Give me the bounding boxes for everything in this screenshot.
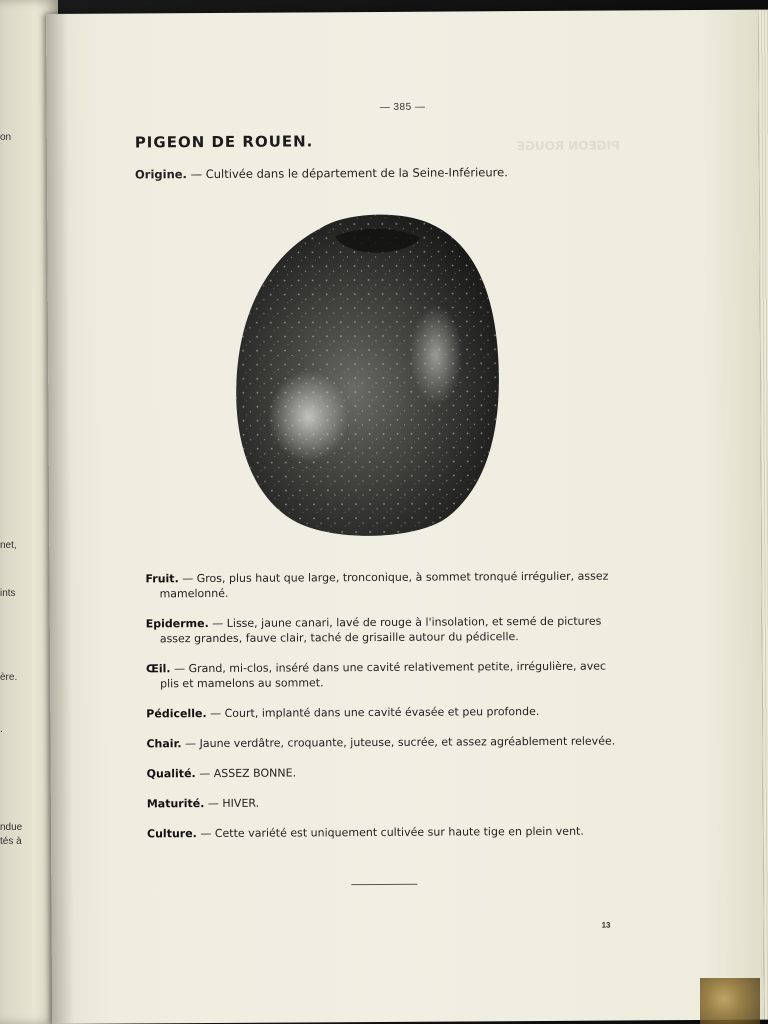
origin-text: — Cultivée dans le département de la Seine-Inférieure. [186, 165, 508, 182]
apple-photo-icon [225, 205, 507, 543]
corner-thumbnail [700, 978, 760, 1024]
left-page-fragment: ints [0, 588, 16, 599]
book-page [46, 10, 764, 1024]
description-entry [147, 794, 617, 812]
show-through-text: PIGEON ROUGE [516, 138, 620, 154]
entry-text: — Court, implanté dans une cavité évasée et peu profonde. [206, 704, 540, 721]
entry-text: — HIVER. [204, 796, 260, 811]
left-page-fragment: ndue [0, 822, 23, 833]
entry-term: Culture. [146, 827, 197, 841]
entry-term: Epiderme. [145, 617, 209, 631]
origin-line [135, 165, 508, 181]
page-edge [758, 10, 768, 1020]
entry-text: — Gros, plus haut que large, tronconique, à sommet tronqué irrégulier, assez mamelonné. [159, 569, 609, 601]
entry-term: Maturité. [146, 797, 205, 811]
section-divider [351, 884, 417, 885]
left-page-fragment: ère. [0, 672, 18, 683]
description-entry [146, 704, 616, 722]
entry-term: Qualité. [146, 767, 196, 781]
entry-text: — ASSEZ BONNE. [195, 766, 297, 781]
description-entry [147, 824, 617, 842]
entry-term: Chair. [146, 737, 182, 751]
left-page-fragment: net, [0, 540, 17, 551]
description-entry [146, 614, 616, 647]
entry-term: Œil. [145, 662, 171, 676]
description-list [145, 569, 617, 857]
entry-text: — Lisse, jaune canari, lavé de rouge à l'insolation, et semé de pictures assez grandes, fauve clair, taché de grisaille autour du pédicelle. [159, 614, 602, 646]
left-page-fragment: . [0, 724, 3, 735]
description-entry [146, 659, 616, 692]
description-entry [147, 764, 617, 782]
left-page-fragment: tés à [0, 836, 22, 847]
page-title: PIGEON DE ROUEN. [134, 132, 314, 152]
entry-term: Fruit. [145, 572, 179, 586]
origin-term: Origine. [134, 167, 187, 182]
entry-text: — Grand, mi-clos, inséré dans une cavité relativement petite, irrégulière, avec plis et mamelons au sommet. [160, 659, 607, 691]
entry-text: — Cette variété est uniquement cultivée sur haute tige en plein vent. [196, 824, 584, 841]
page-number: — 385 — [379, 101, 426, 113]
folio-number: 13 [601, 920, 611, 930]
entry-term: Pédicelle. [146, 707, 207, 721]
description-entry [145, 569, 615, 602]
left-page-fragment: on [0, 132, 12, 143]
description-entry [146, 734, 616, 752]
entry-text: — Jaune verdâtre, croquante, juteuse, sucrée, et assez agréablement relevée. [181, 734, 616, 751]
